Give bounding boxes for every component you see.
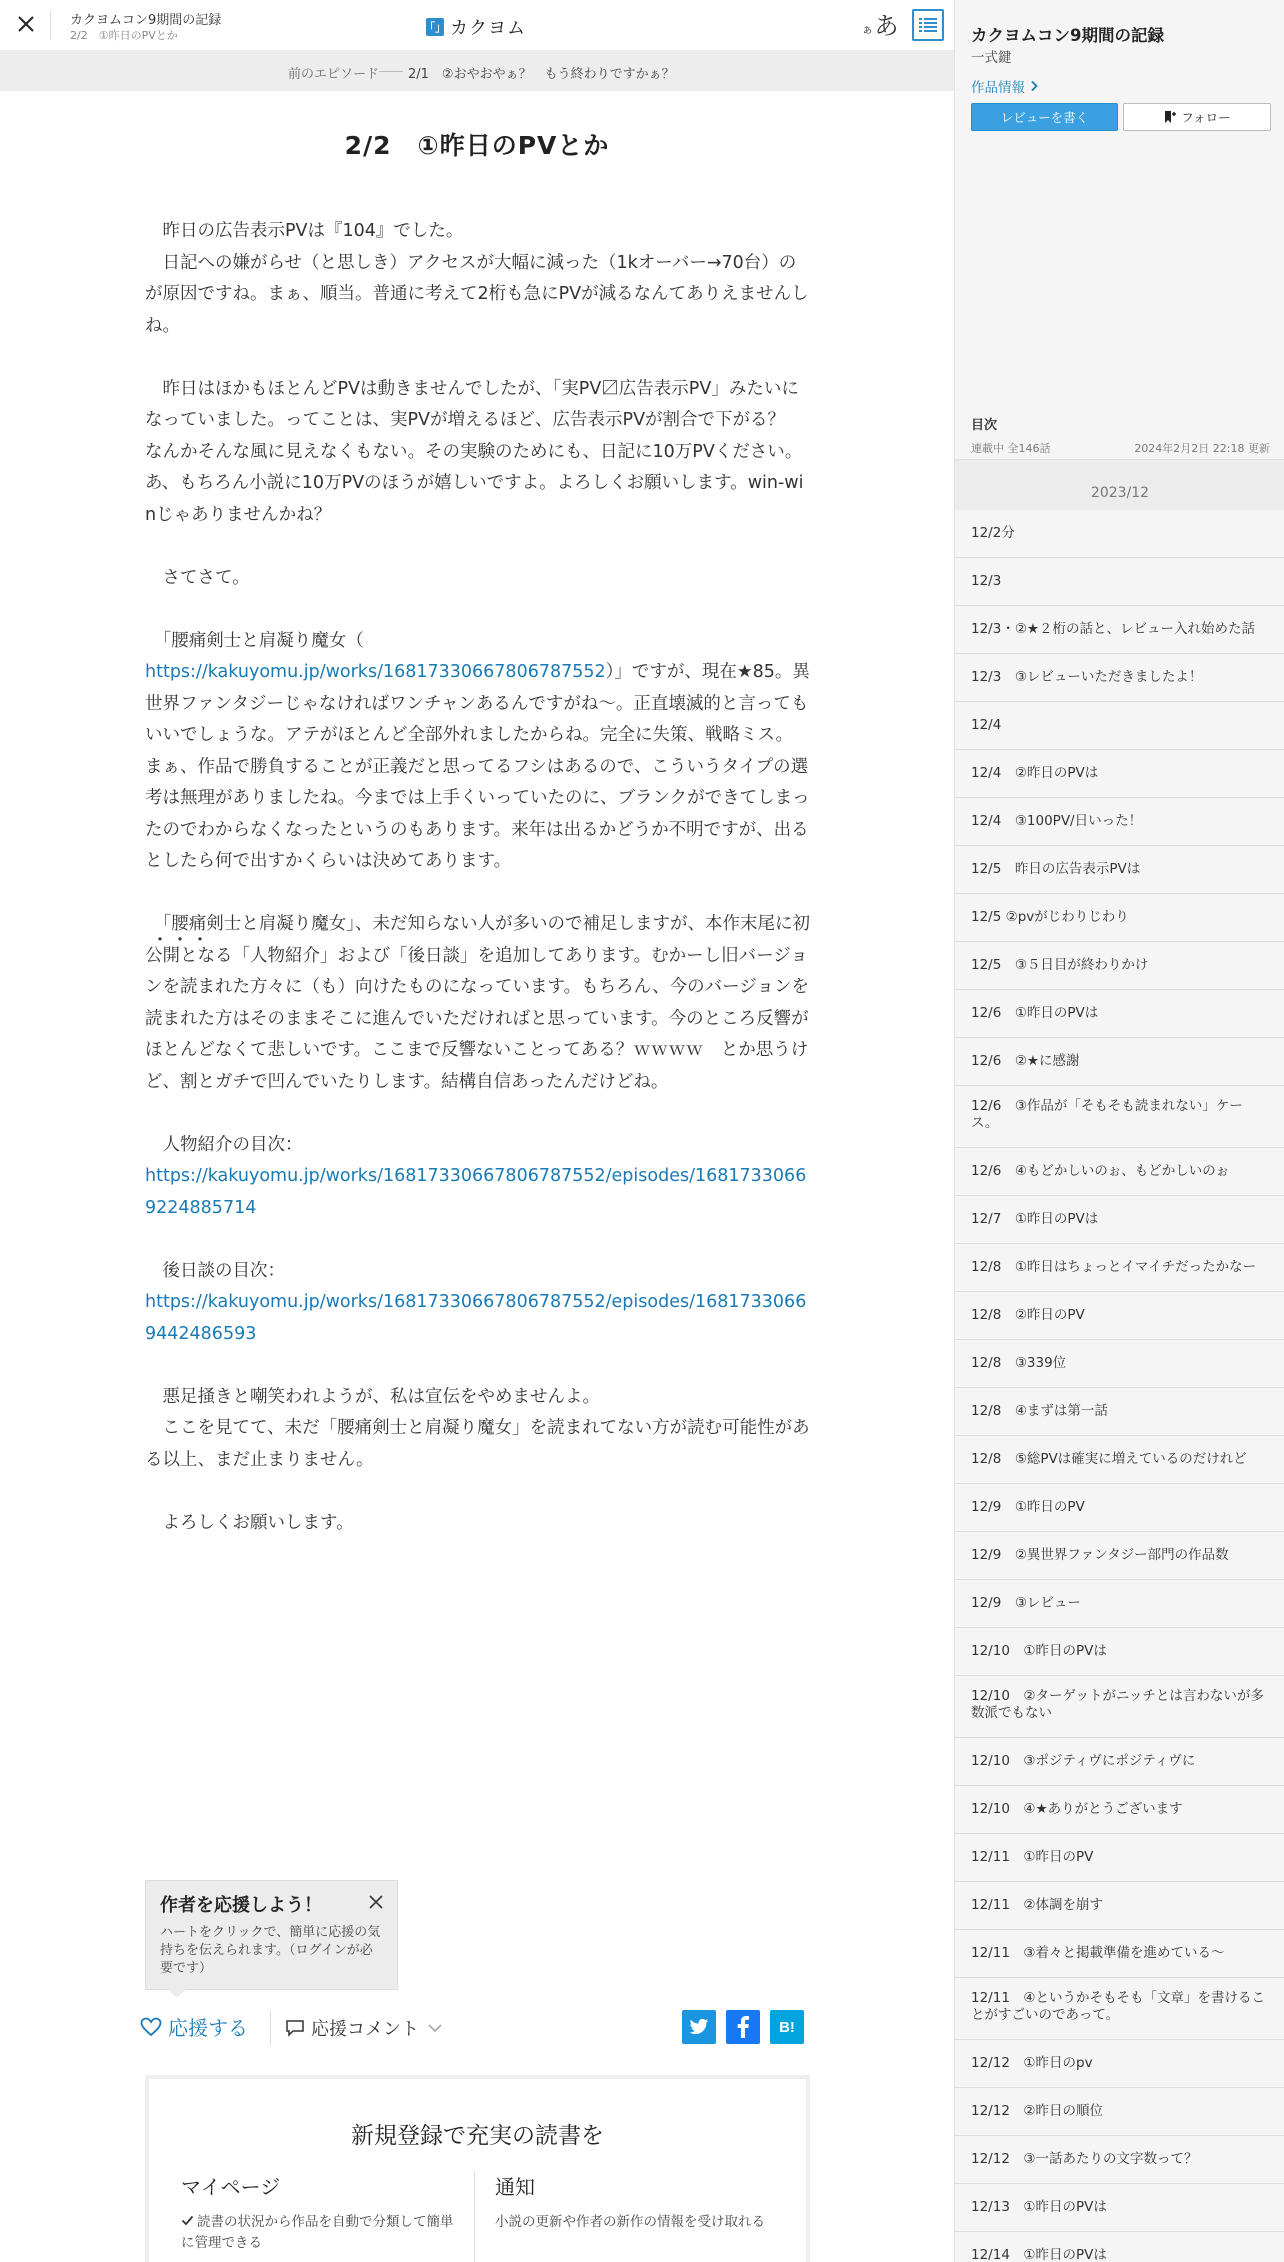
episode-list-label: 12/4 ③100PV/日いった！: [971, 813, 1143, 829]
episode-list-label: 12/10 ②ターゲットがニッチとは言わないが多数派でもない: [971, 1688, 1264, 1721]
sidebar-work-title[interactable]: カクヨムコン9期間の記録: [971, 26, 1164, 45]
episode-list-item[interactable]: [955, 1086, 1284, 1148]
episode-list-item[interactable]: [955, 846, 1284, 894]
episode-list-label: 12/3 ③レビューいただきましたよ！: [971, 669, 1203, 685]
episode-list-item[interactable]: [955, 1292, 1284, 1340]
close-icon: [367, 1893, 385, 1911]
font-size-icon: ぁ: [861, 22, 874, 36]
facebook-icon: [736, 2016, 750, 2038]
character-intro-link[interactable]: https://kakuyomu.jp/works/16817330667806787552/episodes/16817330669224885714: [145, 1166, 807, 1218]
episode-list-label: 12/12 ②昨日の順位: [971, 2103, 1104, 2119]
episode-list-item[interactable]: [955, 558, 1284, 606]
episode-list-item[interactable]: [955, 1738, 1284, 1786]
twitter-icon: [689, 2018, 709, 2036]
episode-body: [145, 216, 810, 1539]
toc-button[interactable]: [912, 9, 944, 41]
episode-list-item[interactable]: [955, 1388, 1284, 1436]
body-paragraph: [145, 1224, 810, 1256]
body-paragraph: 「腰痛剣士と肩凝り魔女」、未だ知らない人が多いので補足しますが、本作末尾に初公開となる「人物紹介」および「後日談」を追加してあります。むかーし旧バージョンを読まれた方々に（も）向けたものになっています。もちろん、今のバージョンを読まれた方はそのままそこに進んでいただければと思っています。今のところ反響がほとんどなくて悲しいです。ここまで反響ないことってある？ｗｗｗｗ とか思うけど、割とガチで凹んでいたりします。結構自信あったんだけどね。: [145, 914, 810, 1092]
body-paragraph: 世界ファンタジーじゃなければワンチャンあるんですがね〜。正直壊滅的と言ってもいいでしょうな。アテがほとんど全部外れましたからね。完全に失策、戦略ミス。まぁ、作品で勝負することが正義だと思ってるフシはあるので、こういうタイプの選考は無理がありましたね。今までは上手くいっていたのに、ブランクができてしまったのでわからなくなったというのもあります。来年は出るかどうか不明ですが、出るとしたら何で出すかくらいは決めてあります。: [145, 693, 810, 871]
episode-list-label: 12/6 ①昨日のPVは: [971, 1005, 1099, 1021]
signup-notify-column: [495, 2171, 775, 2233]
episode-list-label: 12/5 昨日の広告表示PVは: [971, 861, 1141, 877]
episode-list-label: 12/2分: [971, 525, 1015, 541]
episode-list-label: 12/8 ④まずは第一話: [971, 1403, 1108, 1419]
kakuyomu-logo[interactable]: [426, 14, 526, 40]
toc-heading: 目次: [971, 418, 998, 433]
top-separator: [50, 10, 51, 40]
episode-list-item[interactable]: [955, 510, 1284, 558]
body-paragraph: 昨日はほかもほとんどPVは動きませんでしたが、「実PV〼広告表示PV」みたいになっていました。ってことは、実PVが増えるほど、広告表示PVが割合で下がる？ なんかそんな風に見えなくもない。その実験のためにも、日記に10万PVください。あ、もちろん小説に10万PVのほうが嬉しいですよ。よろしくお願いします。win-winじゃありませんかね？: [145, 378, 804, 525]
cheer-comment-label: 応援コメント: [311, 2019, 419, 2040]
font-size-button[interactable]: [862, 10, 898, 40]
episode-nav-bar[interactable]: [0, 50, 954, 91]
cheer-popup-title: 作者を応援しよう！: [160, 1895, 322, 1916]
episode-list-item[interactable]: [955, 1196, 1284, 1244]
episode-list-item[interactable]: [955, 2232, 1284, 2262]
toc-list-icon: [914, 11, 942, 39]
episode-list: [955, 510, 1284, 2262]
body-paragraph: よろしくお願いします。: [145, 1512, 354, 1533]
follow-label: フォロー: [1181, 110, 1231, 125]
action-separator: [270, 2010, 271, 2046]
episode-list-item[interactable]: [955, 1532, 1284, 1580]
episode-list-label: 12/8 ①昨日はちょっとイマイチだったかなー: [971, 1259, 1257, 1275]
episode-list-item[interactable]: [955, 2184, 1284, 2232]
cheer-label: 応援する: [168, 2016, 248, 2040]
episode-list-label: 12/5 ②pvがじわりじわり: [971, 909, 1129, 925]
body-paragraph: [145, 531, 810, 563]
episode-list-label: 12/4 ②昨日のPVは: [971, 765, 1099, 781]
check-icon: [181, 2215, 194, 2226]
episode-list-label: 12/9 ①昨日のPV: [971, 1499, 1085, 1515]
work-info-link[interactable]: [971, 76, 1039, 96]
episode-list-label: 12/13 ①昨日のPVは: [971, 2199, 1107, 2215]
episode-title: 2/2 ①昨日のPVとか: [344, 131, 610, 160]
episode-list-label: 12/6 ②★に感謝: [971, 1053, 1080, 1069]
episode-list-item[interactable]: [955, 1244, 1284, 1292]
prev-episode-line: [379, 71, 403, 72]
episode-list-item[interactable]: [955, 606, 1284, 654]
body-paragraph: [145, 657, 810, 689]
body-paragraph: [145, 878, 810, 910]
episode-list-item[interactable]: [955, 1628, 1284, 1676]
episode-list-item[interactable]: [955, 1038, 1284, 1086]
body-paragraph: [145, 1287, 810, 1350]
episode-list-item[interactable]: [955, 990, 1284, 1038]
toc-month-header: 2023/12: [955, 460, 1284, 510]
body-paragraph: [145, 342, 810, 374]
top-bar: [0, 0, 954, 50]
body-paragraph: 後日談の目次：: [145, 1260, 285, 1281]
close-button[interactable]: [14, 12, 38, 36]
episode-list-item[interactable]: [955, 654, 1284, 702]
episode-list-item[interactable]: [955, 942, 1284, 990]
episode-list-item[interactable]: [955, 798, 1284, 846]
font-size-icon-large: あ: [874, 12, 899, 40]
body-paragraph: [145, 594, 810, 626]
episode-list-item[interactable]: [955, 1436, 1284, 1484]
cheer-popup-text: ハートをクリックで、簡単に応援の気持ちを伝えられます。（ログインが必要です）: [160, 1925, 381, 1976]
body-paragraph: 日記への嫌がらせ（と思しき）アクセスが大幅に減った（1kオーバー→70台）のが原因ですね。まぁ、順当。普通に考えて2桁も急にPVが減るなんてありえませんしね。: [145, 252, 809, 336]
notify-heading: 通知: [495, 2175, 535, 2199]
follow-button[interactable]: [1123, 103, 1271, 131]
cheer-popup: [145, 1880, 398, 1990]
episode-list-label: 12/11 ①昨日のPV: [971, 1849, 1094, 1865]
bookmark-plus-icon: [1163, 110, 1177, 124]
current-episode-label: 2/2 ①昨日のPVとか: [70, 29, 178, 42]
episode-list-label: 12/8 ⑤総PVは確実に増えているのだけれど: [971, 1451, 1247, 1467]
episode-list-label: 12/4: [971, 717, 1002, 733]
text-dots: ・・・: [151, 930, 211, 951]
episode-list-item[interactable]: [955, 1930, 1284, 1978]
signup-divider: [474, 2171, 475, 2262]
episode-list-label: 12/3・②★２桁の話と、レビュー入れ始めた話: [971, 621, 1256, 637]
share-facebook-button[interactable]: [726, 2010, 760, 2044]
body-paragraph: [145, 1098, 810, 1130]
episode-list-item[interactable]: [955, 1676, 1284, 1738]
prev-episode-title[interactable]: 2/1 ②おやおやぁ？ もう終わりですかぁ？: [408, 67, 675, 82]
episode-list-item[interactable]: [955, 1882, 1284, 1930]
episode-list-item[interactable]: [955, 1340, 1284, 1388]
episode-list-item[interactable]: [955, 1148, 1284, 1196]
body-paragraph: 「腰痛剣士と肩凝り魔女（: [145, 630, 364, 651]
episode-list-item[interactable]: [955, 2136, 1284, 2184]
cheer-button[interactable]: [140, 2012, 248, 2041]
sidebar-author[interactable]: 一式鍵: [971, 50, 1012, 66]
share-twitter-button[interactable]: [682, 2010, 716, 2044]
episode-list-label: 12/3: [971, 573, 1002, 589]
work-title-link[interactable]: カクヨムコン9期間の記録: [70, 13, 222, 28]
notify-text: 小説の更新や作者の新作の情報を受け取れる: [495, 2214, 765, 2230]
episode-list-label: 12/9 ③レビュー: [971, 1595, 1081, 1611]
body-paragraph: 昨日の広告表示PVは『104』でした。: [145, 221, 464, 241]
episode-list-label: 12/10 ③ポジティヴにポジティヴに: [971, 1753, 1196, 1769]
episode-list-label: 12/9 ②異世界ファンタジー部門の作品数: [971, 1547, 1229, 1563]
episode-list-item[interactable]: [955, 750, 1284, 798]
episode-list-item[interactable]: [955, 1978, 1284, 2040]
episode-list-item[interactable]: [955, 894, 1284, 942]
episode-list-label: 12/11 ④というかそもそも「文章」を書けることがすごいのであって。: [971, 1990, 1266, 2023]
episode-list-label: 12/5 ③５日目が終わりかけ: [971, 957, 1149, 973]
chevron-down-icon: [425, 2021, 445, 2035]
signup-title: 新規登録で充実の読書を: [351, 2123, 604, 2149]
action-row: [140, 2008, 810, 2048]
episode-list-label: 12/6 ④もどかしいのぉ、もどかしいのぉ: [971, 1163, 1230, 1179]
signup-mypage-column: [181, 2171, 461, 2254]
afterword-link[interactable]: https://kakuyomu.jp/works/16817330667806787552/episodes/16817330669442486593: [145, 1292, 807, 1344]
popup-pointer: [168, 1989, 186, 1998]
comment-icon: [285, 2019, 305, 2037]
prev-episode-label[interactable]: 前のエピソード: [288, 67, 380, 82]
work-link[interactable]: https://kakuyomu.jp/works/16817330667806787552: [145, 662, 606, 682]
episode-list-item[interactable]: [955, 2040, 1284, 2088]
chevron-right-icon: [1029, 80, 1039, 92]
episode-list-item[interactable]: [955, 1484, 1284, 1532]
body-paragraph: [145, 1350, 810, 1382]
episode-list-label: 12/10 ④★ありがとうございます: [971, 1801, 1183, 1817]
cheer-comment-button[interactable]: [285, 2015, 445, 2041]
episode-list-label: 12/11 ③着々と掲載準備を進めている〜: [971, 1945, 1225, 1961]
brand-mark-icon: 「」: [426, 18, 444, 36]
episode-list-label: 12/8 ③339位: [971, 1355, 1067, 1371]
episode-list-item[interactable]: [955, 1834, 1284, 1882]
work-info-label: 作品情報: [971, 80, 1025, 96]
episode-list-label: 12/11 ②体調を崩す: [971, 1897, 1104, 1913]
brand-name: カクヨム: [450, 18, 526, 39]
episode-list-label: 12/7 ①昨日のPVは: [971, 1211, 1099, 1227]
body-paragraph: [145, 1476, 810, 1508]
episode-list-item[interactable]: [955, 702, 1284, 750]
episode-list-label: 12/12 ③一話あたりの文字数って？: [971, 2151, 1198, 2167]
episode-list-item[interactable]: [955, 1580, 1284, 1628]
write-review-button[interactable]: レビューを書く: [971, 103, 1118, 131]
signup-box: [145, 2075, 810, 2262]
toc-sidebar: [954, 0, 1284, 2262]
episode-list-label: 12/10 ①昨日のPVは: [971, 1643, 1107, 1659]
heart-icon: [140, 2017, 162, 2037]
last-updated: 2024年2月2日 22:18 更新: [1134, 442, 1270, 455]
mypage-feature-text: 読書の状況から作品を自動で分類して簡単に管理できる: [181, 2214, 454, 2251]
body-paragraph: 人物紹介の目次：: [145, 1134, 303, 1155]
close-icon: [14, 12, 38, 36]
cheer-popup-close-button[interactable]: [367, 1893, 385, 1911]
episode-list-item[interactable]: [955, 1786, 1284, 1834]
body-paragraph: ここを見てて、未だ「腰痛剣士と肩凝り魔女」を読まれてない方が読む可能性がある以上、まだ止まりません。: [145, 1418, 810, 1470]
share-hatena-button[interactable]: B!: [770, 2010, 804, 2044]
episode-list-label: 12/8 ②昨日のPV: [971, 1307, 1085, 1323]
body-paragraph: [145, 1161, 810, 1224]
mypage-heading: マイページ: [181, 2175, 281, 2199]
episode-list-label: 12/12 ①昨日のpv: [971, 2055, 1093, 2071]
body-fragment: ）」ですが、現在★85。異: [605, 662, 810, 682]
episode-list-label: 12/6 ③作品が「そもそも読まれない」ケース。: [971, 1098, 1243, 1131]
episode-list-label: 12/14 ①昨日のPVは: [971, 2247, 1107, 2262]
serial-status: 連載中 全146話: [971, 442, 1051, 455]
body-paragraph: さてさて。: [145, 567, 250, 588]
mypage-feature: [181, 2212, 461, 2254]
body-paragraph: 悪足掻きと嘲笑われようが、私は宣伝をやめませんよ。: [145, 1386, 600, 1407]
episode-list-item[interactable]: [955, 2088, 1284, 2136]
